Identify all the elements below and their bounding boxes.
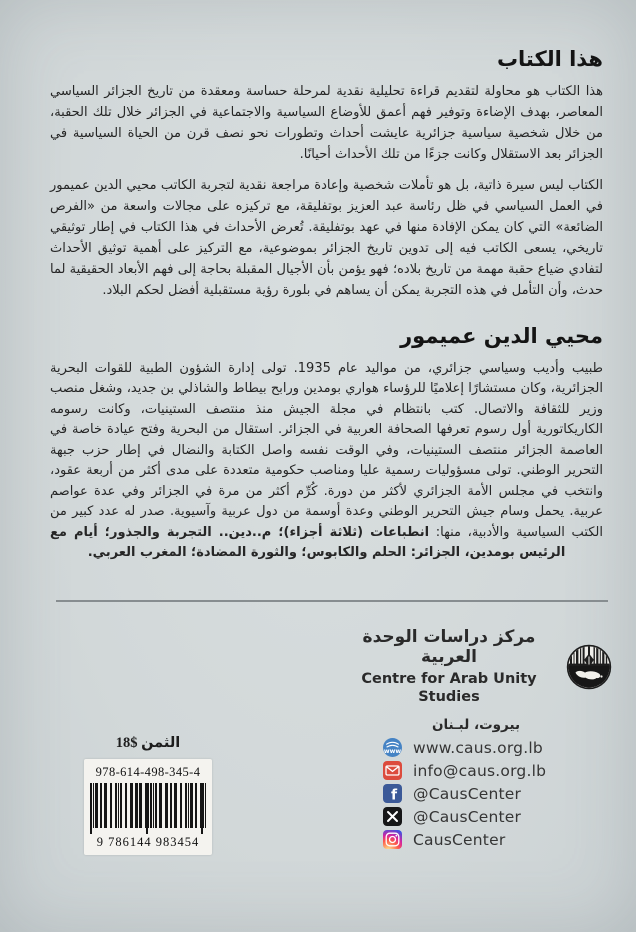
instagram-handle: CausCenter: [413, 830, 506, 849]
x-handle: @CausCenter: [413, 807, 522, 826]
price-and-barcode: [84, 735, 212, 855]
email-row: [383, 761, 546, 780]
contact-list: [383, 738, 546, 849]
author-bio-text: طبيب وأديب وسياسي جزائري، من مواليد عام 1935. تولى إدارة الشؤون الطبية للقوات البحرية الجزائرية، وكان مستشارًا إعلاميًا للرؤساء هواري بومدين ورابح بيطاط والشاذلي بن جديد، وشغل منصب وزير للثقافة والاتصال. كتب بانتظام في مجلة الجيش منذ منتصف الستينيات، وكانت رسومه الكاريكاتورية أول رسوم تعرفها الصحافة العربية في الجزائر. استقال من البحرية وفتح عيادة خاصة في العاصمة الجزائر منتصف الستينيات، وفي الوقت نفسه واصل الكتابة والنضال في إطار حزب جبهة التحرير الوطني. تولى مسؤوليات رسمية عليا ومناصب حكومية متعددة على مدى أكثر من أربعة عقود، وانتخب في مجلس الأمة الجزائري لأكثر من دورة. كُرِّم أكثر من مرة في الجزائر وفي عدة عواصم عربية. يحمل وسام جيش التحرير الوطني وعدة أوسمة من دول عربية وآسيوية. صدر له عدد كبير من الكتب السياسية والأدبية، منها:: [50, 360, 603, 540]
svg-text:f: f: [390, 787, 398, 803]
section-title-this-book: هذا الكتاب: [496, 47, 603, 71]
publisher-row: [340, 627, 612, 706]
x-row: [383, 807, 546, 826]
price-label: الثمن $18: [115, 735, 181, 751]
svg-text:www: www: [383, 748, 402, 756]
author-bio: [50, 359, 603, 564]
instagram-row: [383, 830, 546, 849]
about-paragraph-2: الكتاب ليس سيرة ذاتية، بل هو تأملات شخصية وإعادة مراجعة نقدية لتجربة الكاتب محيي الدين عميمور في العمل السياسي في ظل رئاسة عبد العزيز بوتفليقة، مع تركيزه على مجالات واسعة من «الفرص الضائعة» التي كان يمكن الإفادة منها في عهد بوتفليقة. تُعرض الأحداث في هذا الكتاب في إطار توثيقي تاريخي، يسعى الكاتب فيه إلى تدوين تاريخ الجزائر بموضوعية، مع التركيز على أهمية توثيق الأحداث لتفادي ضياع حقبة مهمة من تاريخ بلاده؛ فهو يؤمن بأن الأجيال المقبلة بحاجة إلى فهم الأبعاد الحقيقية لما حدث، وأن التأمل في هذه التجربة يمكن أن يساهم في بلورة رؤية مستقبلية أفضل لحكم البلاد.: [50, 178, 603, 299]
barcode-digits: 9 786144 983454: [96, 835, 200, 849]
author-books-list: انطباعات (ثلاثة أجزاء)؛ م..دين.. التجربة والجذور؛ أيام مع الرئيس بومدين، الجزائر: الحلم والكابوس؛ والثورة المضادة؛ المغرب العربي.: [50, 524, 566, 560]
facebook-handle: @CausCenter: [413, 784, 522, 803]
main-text-column: [50, 46, 603, 564]
publisher-name-arabic: مركز دراسات الوحدة العربية: [362, 627, 536, 668]
facebook-icon: [383, 784, 402, 803]
facebook-row: [383, 784, 546, 803]
barcode-isbn-text: 978-614-498-345-4: [95, 765, 201, 779]
x-twitter-icon: [383, 807, 402, 826]
publisher-name-english: Centre for Arab Unity Studies: [361, 670, 537, 705]
barcode-bars: [90, 783, 206, 828]
caus-logo-icon: [566, 644, 612, 690]
website-row: [383, 738, 546, 757]
website-url: www.caus.org.lb: [413, 738, 543, 757]
author-name-heading: محيي الدين عميمور: [400, 324, 603, 349]
globe-www-icon: [383, 738, 402, 757]
section-divider: [56, 600, 608, 602]
publisher-block: [340, 627, 612, 733]
about-paragraph-1: هذا الكتاب هو محاولة لتقديم قراءة تحليلية نقدية لمرحلة حساسة ومعقدة من تاريخ الجزائر السياسي المعاصر، بهدف الإضاءة وتوفير فهم أعمق للأوضاع السياسية والاجتماعية في الجزائر خلال تلك الحقبة، من خلال شخصية سياسية جزائرية عايشت أحداث وتطورات نحو نصف قرن من الحياة السياسية في الجزائر بعد الاستقلال وكانت جزءًا من تلك الأحداث أحيانًا.: [50, 84, 603, 163]
email-icon: [383, 761, 402, 780]
instagram-icon: [383, 830, 402, 849]
publisher-location: بيروت، لبـنان: [431, 717, 521, 734]
barcode: [84, 759, 212, 855]
email-address: info@caus.org.lb: [413, 761, 547, 780]
publisher-names: [340, 627, 558, 706]
